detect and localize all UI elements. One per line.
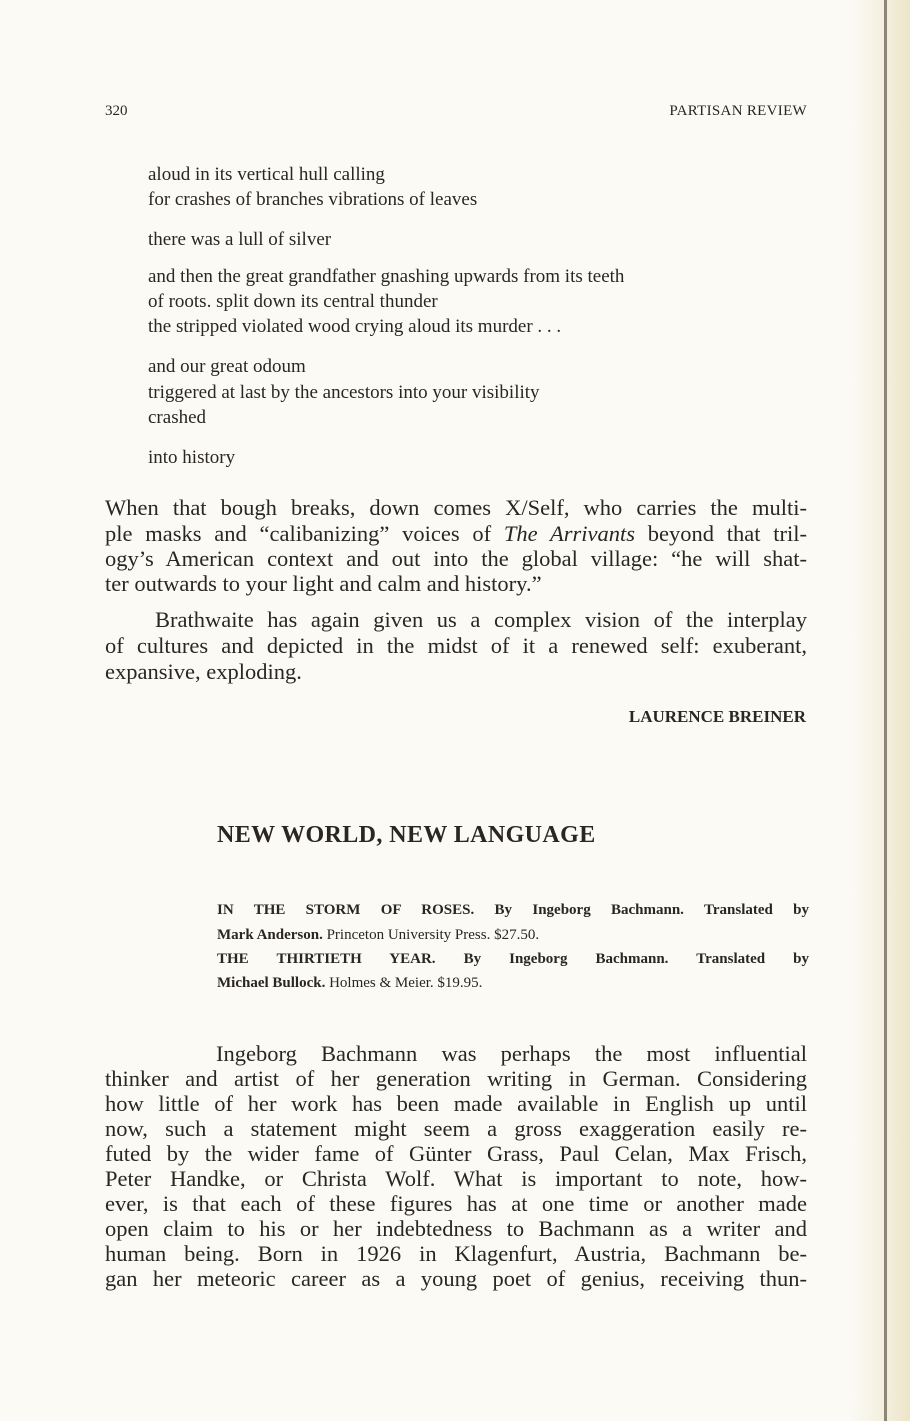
prose-line: of cultures and depicted in the midst of it a renewed self: exuberant,: [105, 633, 807, 658]
body-line: Peter Handke, or Christa Wolf. What is important to note, how-: [105, 1166, 807, 1191]
poem-line: of roots. split down its central thunder: [148, 291, 438, 312]
poem-line: for crashes of branches vibrations of leaves: [148, 189, 478, 210]
book-citation: IN THE STORM OF ROSES. By Ingeborg Bachmann. Translated by: [217, 902, 809, 918]
translator: Michael Bullock.: [217, 975, 326, 991]
author-signature: LAURENCE BREINER: [628, 707, 806, 726]
book-citation: THE THIRTIETH YEAR. By Ingeborg Bachmann. Translated by: [217, 951, 809, 967]
poem-line: into history: [148, 447, 236, 468]
prose-line: When that bough breaks, down comes X/Self, who carries the multi-: [105, 495, 807, 520]
book-title-italic: The Arrivants: [503, 521, 636, 546]
page-number: 320: [105, 103, 128, 119]
page-spine-shadow: [884, 0, 887, 1421]
poem-line: and then the great grandfather gnashing upwards from its teeth: [148, 266, 625, 287]
poem-line: triggered at last by the ancestors into your visibility: [148, 382, 540, 403]
prose-text: beyond that tril-: [647, 521, 808, 546]
body-line: Ingeborg Bachmann was perhaps the most influential: [216, 1041, 807, 1066]
book-citation: [217, 975, 809, 992]
prose-line: ogy’s American context and out into the global village: “he will shat-: [105, 546, 807, 571]
prose-line: ter outwards to your light and calm and history.”: [105, 571, 542, 596]
body-line: futed by the wider fame of Günter Grass, Paul Celan, Max Frisch,: [105, 1141, 807, 1166]
review-title: NEW WORLD, NEW LANGUAGE: [217, 822, 596, 848]
body-line: now, such a statement might seem a gross exaggeration easily re-: [105, 1116, 807, 1141]
publisher-price: Holmes & Meier. $19.95.: [329, 975, 483, 991]
body-line: human being. Born in 1926 in Klagenfurt, Austria, Bachmann be-: [105, 1241, 807, 1266]
publisher-price: Princeton University Press. $27.50.: [326, 927, 540, 943]
prose-line: expansive, exploding.: [105, 659, 302, 684]
poem-line: the stripped violated wood crying aloud its murder . . .: [148, 316, 562, 337]
body-line: thinker and artist of her generation writing in German. Considering: [105, 1066, 807, 1091]
poem-line: and our great odoum: [148, 356, 306, 377]
translator: Mark Anderson.: [217, 927, 323, 943]
poem-line: crashed: [148, 407, 207, 428]
prose-line: [105, 521, 807, 547]
body-line: ever, is that each of these figures has at one time or another made: [105, 1191, 807, 1216]
prose-line: Brathwaite has again given us a complex vision of the interplay: [155, 607, 807, 632]
body-line: open claim to his or her indebtedness to Bachmann as a writer and: [105, 1216, 807, 1241]
running-header: PARTISAN REVIEW: [669, 103, 807, 119]
body-line: how little of her work has been made available in English up until: [105, 1091, 807, 1116]
book-citation: [217, 927, 809, 944]
body-line: gan her meteoric career as a young poet of genius, receiving thun-: [105, 1266, 807, 1291]
page-edge: [850, 0, 910, 1421]
poem-line: aloud in its vertical hull calling: [148, 164, 385, 185]
prose-text: ple masks and “calibanizing” voices of: [105, 521, 492, 546]
poem-line: there was a lull of silver: [148, 229, 332, 250]
